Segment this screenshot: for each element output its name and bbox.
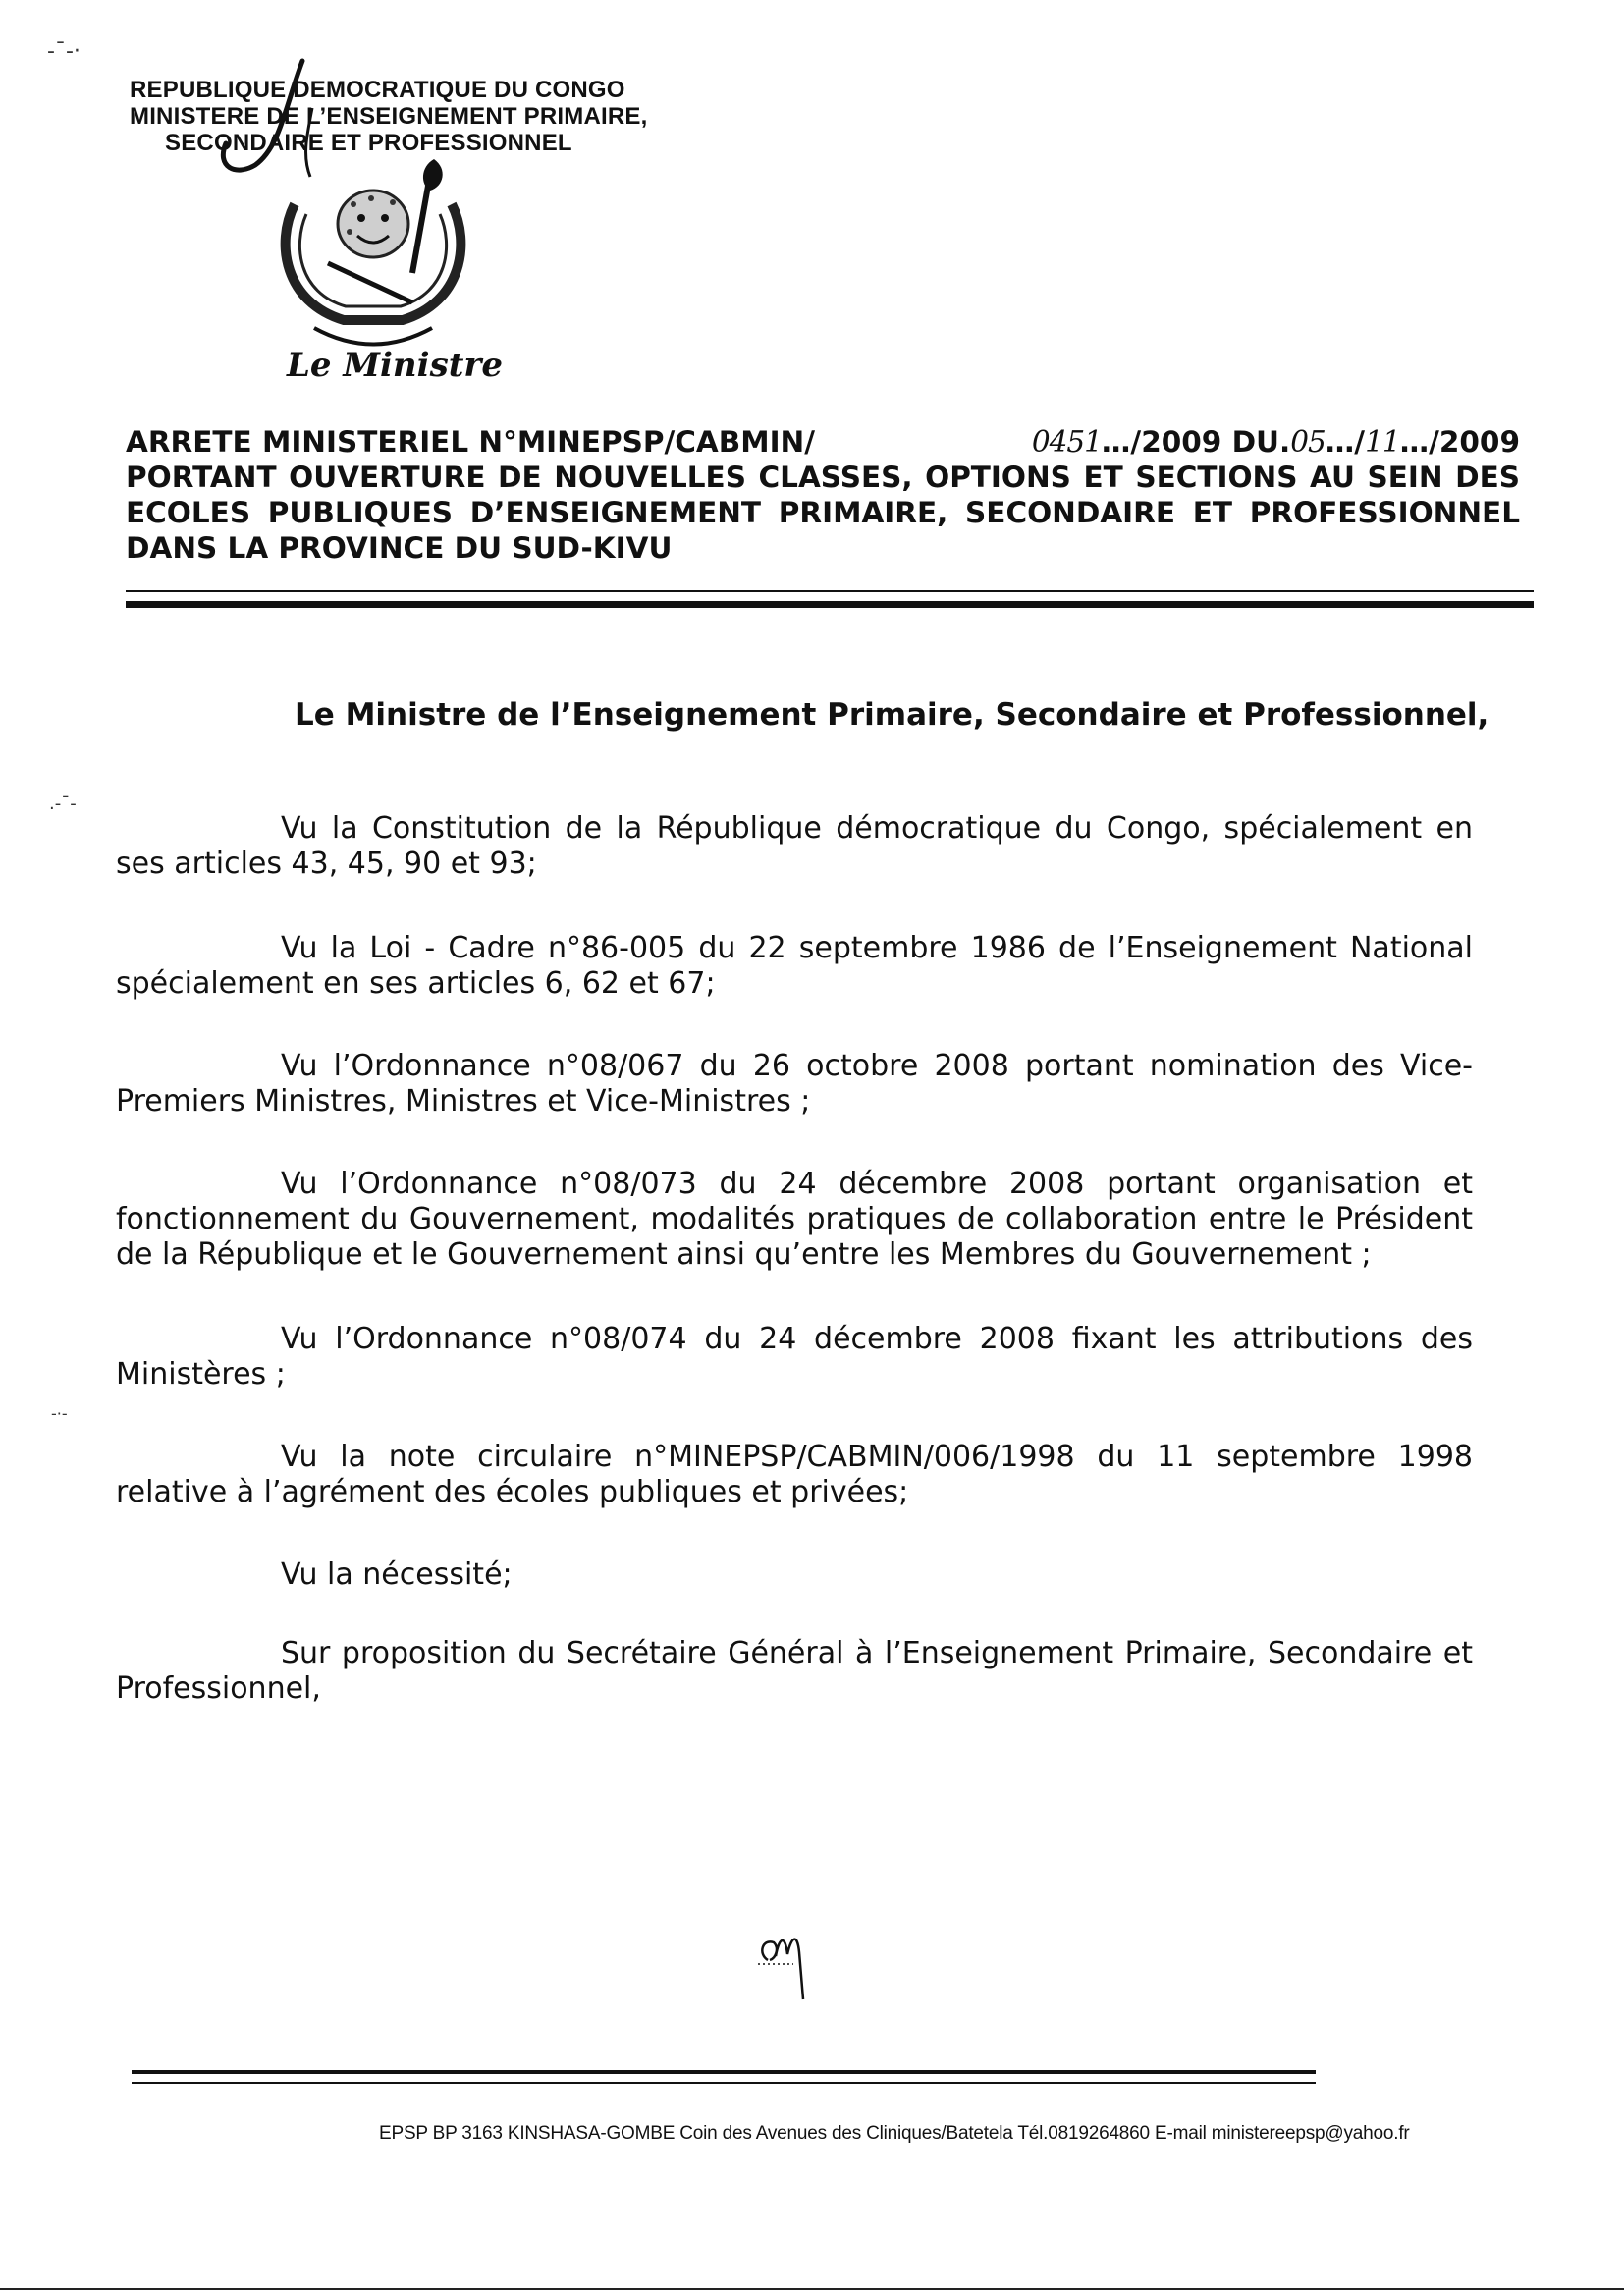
considerant-paragraph [116, 931, 1473, 1002]
decree-reference-line [126, 424, 1520, 460]
considerant-text: Vu l’Ordonnance n°08/073 du 24 décembre 2008 portant organisation et fonctionnement du Gouvernement, modalités pratiques de collaboration entre le Président de la République et le Gouvernement ainsi qu’entre les Membres du Gouvernement ; [116, 1167, 1473, 1272]
considerant-paragraph [116, 1322, 1473, 1393]
decree-prefix: ARRETE MINISTERIEL N°MINEPSP/CABMIN/ [126, 425, 816, 459]
considerant-text: Sur proposition du Secrétaire Général à l’Enseignement Primaire, Secondaire et Professionnel, [116, 1636, 1473, 1706]
coat-of-arms-emblem [255, 155, 491, 352]
considerant-paragraph [116, 1440, 1473, 1510]
considerant-paragraph [116, 811, 1473, 882]
decree-title-line-2: PORTANT OUVERTURE DE NOUVELLES CLASSES, OPTIONS ET SECTIONS AU SEIN DES [126, 461, 1520, 494]
letterhead-line-2: MINISTERE DE L’ENSEIGNEMENT PRIMAIRE, [130, 103, 648, 130]
footer-divider [132, 2070, 1316, 2074]
considerant-text: Vu la Constitution de la République démocratique du Congo, spécialement en ses articles 43, 45, 90 et 93; [116, 811, 1473, 881]
considerant-text: Vu la Loi - Cadre n°86-005 du 22 septembre 1986 de l’Enseignement National spécialement en ses articles 6, 62 et 67; [116, 931, 1473, 1001]
decree-title-line-4: DANS LA PROVINCE DU SUD-KIVU [126, 531, 673, 565]
considerant-text: Vu la note circulaire n°MINEPSP/CABMIN/006/1998 du 11 septembre 1998 relative à l’agrément des écoles publiques et privées; [116, 1440, 1473, 1509]
considerant-text: Vu l’Ordonnance n°08/067 du 26 octobre 2008 portant nomination des Vice-Premiers Ministres, Ministres et Vice-Ministres ; [116, 1049, 1473, 1119]
letterhead-line-1: REPUBLIQUE DEMOCRATIQUE DU CONGO [130, 77, 625, 103]
decree-year-end: …/2009 [1399, 425, 1520, 459]
decree-year-separator: …/2009 DU. [1101, 425, 1291, 459]
considerant-text: Vu la nécessité; [281, 1557, 513, 1592]
decree-month-separator: …/ [1325, 425, 1366, 459]
decree-title [126, 424, 1520, 566]
considerant-paragraph [116, 1557, 1473, 1593]
ministre-signature-label: Le Ministre [287, 346, 503, 385]
considerant-text: Vu l’Ordonnance n°08/074 du 24 décembre 2008 fixant les attributions des Ministères ; [116, 1322, 1473, 1392]
footer-divider-thin [132, 2082, 1316, 2084]
footer-address: EPSP BP 3163 KINSHASA-GOMBE Coin des Avenues des Cliniques/Batetela Tél.0819264860 E-mail ministereepsp@yahoo.fr [379, 2123, 1410, 2144]
letterhead-line-3: SECONDAIRE ET PROFESSIONNEL [165, 130, 572, 156]
title-divider [126, 601, 1534, 608]
decree-title-line-3: ECOLES PUBLIQUES D’ENSEIGNEMENT PRIMAIRE, SECONDAIRE ET PROFESSIONNEL [126, 496, 1520, 529]
decree-number: 0451 [1031, 425, 1102, 459]
title-divider-thin [126, 590, 1534, 592]
scan-mark: -·- [51, 1404, 68, 1423]
minister-subheading: Le Ministre de l’Enseignement Primaire, Secondaire et Professionnel, [295, 697, 1489, 733]
considerant-paragraph [116, 1049, 1473, 1120]
initials-signature [754, 1915, 823, 2003]
decree-day: 05 [1290, 425, 1326, 459]
considerant-paragraph [116, 1167, 1473, 1273]
page-bottom-edge [0, 2288, 1624, 2290]
decree-month: 11 [1365, 425, 1400, 459]
scan-mark: -¯-· [47, 39, 81, 64]
considerant-paragraph [116, 1636, 1473, 1707]
scan-mark: .-¯- [49, 793, 77, 814]
